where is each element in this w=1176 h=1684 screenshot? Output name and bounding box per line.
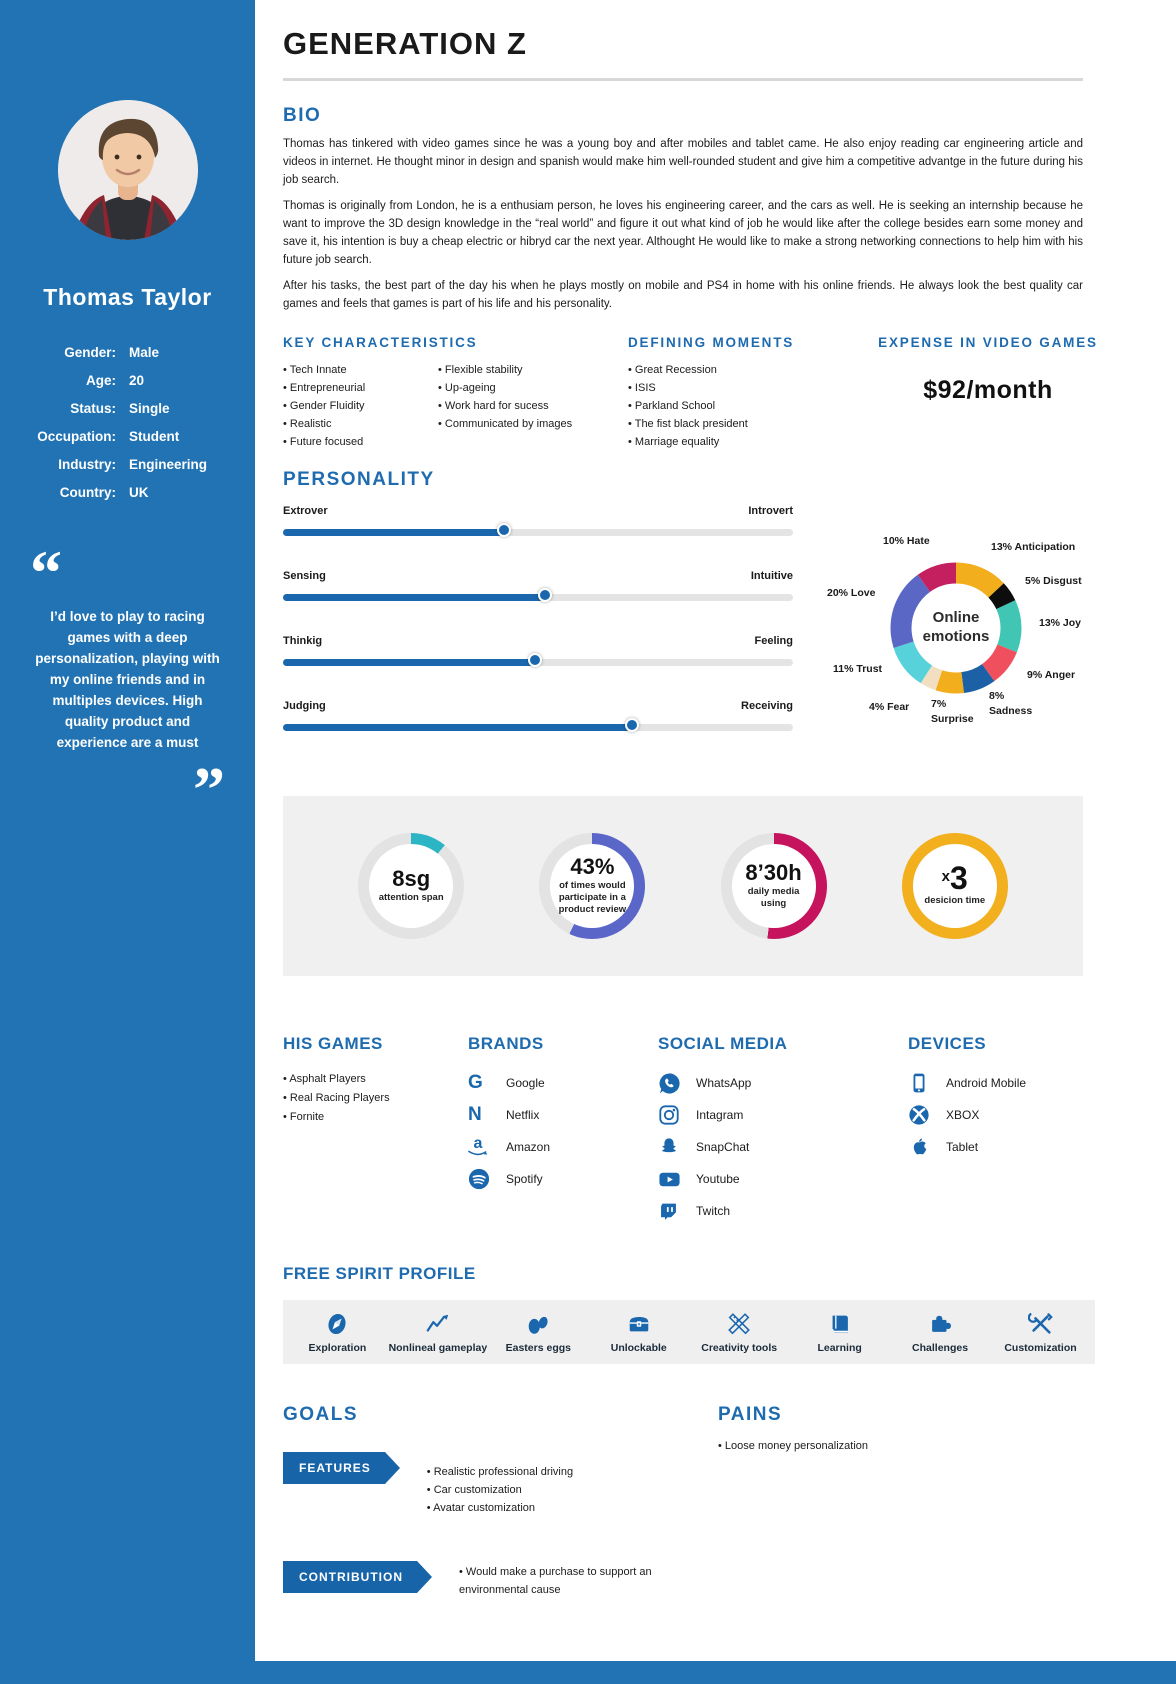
expense-value: $92/month — [923, 376, 1053, 404]
fs-nonlineal-gameplay: Nonlineal gameplay — [392, 1311, 484, 1354]
social-media-column — [658, 1034, 908, 1230]
instagram-icon — [658, 1104, 680, 1126]
fs-easters-eggs: Easters eggs — [492, 1311, 584, 1354]
donut-label-anger: 9% Anger — [1027, 669, 1076, 681]
stat-product-review — [539, 833, 645, 939]
donut-label-love: 20% Love — [827, 587, 876, 599]
defining-moments — [628, 335, 863, 451]
attr-age: Age: 20 — [86, 373, 145, 388]
donut-label-fear: 4% Fear — [869, 701, 910, 713]
snapchat-icon — [658, 1136, 680, 1158]
devices-column — [908, 1034, 1143, 1230]
devices-heading: DEVICES — [908, 1034, 987, 1053]
lists-row — [283, 1034, 1143, 1230]
social-twitch: Twitch — [658, 1198, 908, 1224]
phone-icon — [908, 1072, 930, 1094]
list-item: • Parkland School — [628, 397, 863, 415]
eggs-icon — [525, 1311, 551, 1337]
slider-track[interactable] — [283, 594, 793, 601]
footer-bar — [255, 1661, 1176, 1684]
list-item: • Up-ageing — [438, 379, 572, 397]
donut-label-sadness: 8% Sadness — [989, 690, 1033, 717]
fs-creativity-tools: Creativity tools — [693, 1311, 785, 1354]
puzzle-icon — [927, 1311, 953, 1337]
amazon-icon: a — [468, 1138, 488, 1157]
stat-ring — [539, 833, 645, 939]
donut-label-hate: 10% Hate — [883, 535, 930, 547]
bio-section — [283, 105, 1083, 313]
bio-heading: BIO — [283, 105, 322, 126]
brands-heading: BRANDS — [468, 1034, 544, 1053]
slider-judging-receiving — [283, 700, 793, 731]
free-spirit-band — [283, 1300, 1095, 1364]
online-emotions-chart — [793, 505, 1176, 770]
list-item: • Flexible stability — [438, 361, 572, 379]
stat-ring — [721, 833, 827, 939]
brand-google: G Google — [468, 1072, 545, 1093]
quote-text: I’d love to play to racing games with a deep personalization, playing with my online friends and in multiples devices. High quality product and experience are a must — [35, 609, 220, 750]
device-android-mobile: Android Mobile — [908, 1070, 1143, 1096]
list-item: • Car customization — [427, 1481, 573, 1499]
brand-amazon: a Amazon — [468, 1134, 658, 1160]
fs-exploration: Exploration — [291, 1311, 383, 1354]
stat-label: desicion time — [924, 894, 986, 906]
personality-section — [283, 469, 1176, 770]
title-divider — [283, 78, 1083, 81]
defining-moments-heading: DEFINING MOMENTS — [628, 335, 795, 350]
attr-country: Country: UK — [59, 485, 149, 500]
defining-moments-list — [628, 361, 863, 451]
key-characteristics-heading: KEY CHARACTERISTICS — [283, 335, 478, 350]
list-item: • Avatar customization — [427, 1499, 573, 1517]
device-tablet: Tablet — [908, 1134, 1143, 1160]
device-xbox: XBOX — [908, 1102, 1143, 1128]
his-games-list — [283, 1070, 468, 1127]
list-item: • Tech Innate — [283, 361, 438, 379]
bio-paragraph: Thomas is originally from London, he is a enthusiam person, he loves his engineering career, and the cars as well. He is seeking an internship because he want to improve the 3D design knowledge in the “real world” and figure it out what kind of job he would like after the college besides earn some money and save it, his intention is buy a cheap electric or hibryd car the next year. Althought He would like to make a strong networking connections to help him with his future job search. — [283, 200, 1083, 266]
slider-thinking-feeling — [283, 635, 793, 666]
his-games-heading: HIS GAMES — [283, 1034, 383, 1053]
bio-paragraph: Thomas has tinkered with video games since he was a young boy and after mobiles and tablet came. He also enjoy reading car engineering article and videos in internet. He thought minor in design and spanish would make him well-rounded student and give him a competitive advantge in the future during his job search. — [283, 138, 1083, 186]
list-item: • Entrepreneurial — [283, 379, 438, 397]
donut-label-anticipation: 13% Anticipation — [991, 541, 1076, 553]
slider-fill — [283, 659, 538, 666]
compass-icon — [324, 1311, 350, 1337]
slider-fill — [283, 594, 548, 601]
book-icon — [827, 1311, 853, 1337]
slider-sensing-intuitive — [283, 570, 793, 601]
contribution-tag: CONTRIBUTION — [283, 1561, 417, 1593]
persona-name: Thomas Taylor — [43, 284, 212, 310]
list-item: • Fornite — [283, 1108, 468, 1127]
contribution-list — [459, 1563, 659, 1599]
spotify-icon — [468, 1168, 490, 1190]
tools-icon — [1028, 1311, 1054, 1337]
key-characteristics — [283, 335, 628, 451]
close-quote-icon: ” — [193, 754, 225, 825]
expense-block — [863, 335, 1113, 451]
donut-label-surprise: 7% Surprise — [931, 698, 974, 725]
list-item: • Realistic — [283, 415, 438, 433]
attr-industry: Industry: Engineering — [58, 457, 208, 472]
social-instagram: Intagram — [658, 1102, 908, 1128]
social-snapchat: SnapChat — [658, 1134, 908, 1160]
list-item: • ISIS — [628, 379, 863, 397]
pains-heading: PAINS — [718, 1404, 783, 1425]
list-item: • Future focused — [283, 433, 438, 451]
brand-spotify: Spotify — [468, 1166, 658, 1192]
brand-netflix: N Netflix — [468, 1104, 540, 1125]
stat-value — [941, 859, 968, 896]
stat-value: 43% — [570, 854, 615, 879]
sidebar — [0, 0, 255, 1684]
slider-right-label: Intuitive — [750, 570, 793, 582]
stat-ring — [358, 833, 464, 939]
stat-label: of times would participate in a product review — [558, 880, 627, 915]
fs-challenges: Challenges — [894, 1311, 986, 1354]
features-tag: FEATURES — [283, 1452, 385, 1484]
open-quote-icon: “ — [30, 537, 62, 608]
slider-handle[interactable] — [538, 588, 552, 602]
list-item: • The fist black president — [628, 415, 863, 433]
persona-attributes — [0, 345, 255, 500]
slider-handle[interactable] — [625, 718, 639, 732]
stat-label: attention span — [378, 892, 444, 903]
slider-right-label: Introvert — [748, 505, 793, 517]
fs-unlockable: Unlockable — [593, 1311, 685, 1354]
slider-left-label: Thinkig — [283, 635, 323, 647]
personality-sliders — [283, 505, 793, 770]
list-item: • Work hard for sucess — [438, 397, 572, 415]
list-item: • Marriage equality — [628, 433, 863, 451]
stat-ring — [902, 833, 1008, 939]
list-item: • Realistic professional driving — [427, 1463, 573, 1481]
fs-customization: Customization — [995, 1311, 1087, 1354]
youtube-icon — [658, 1168, 681, 1191]
slider-handle[interactable] — [497, 523, 511, 537]
pains-section — [718, 1404, 1113, 1599]
donut-label-joy: 13% Joy — [1039, 617, 1082, 629]
social-youtube: Youtube — [658, 1166, 908, 1192]
pains-list — [718, 1437, 1113, 1455]
attr-status: Status: Single — [70, 401, 170, 416]
stat-decision-time — [902, 833, 1008, 939]
expense-heading: EXPENSE IN VIDEO GAMES — [878, 335, 1098, 350]
google-icon: G — [468, 1072, 483, 1093]
stat-attention-span — [358, 833, 464, 939]
donut-label-trust: 11% Trust — [833, 663, 883, 675]
his-games-column — [283, 1034, 468, 1230]
social-whatsapp: WhatsApp — [658, 1070, 908, 1096]
netflix-icon: N — [468, 1104, 482, 1125]
slider-fill — [283, 529, 507, 536]
slider-right-label: Receiving — [741, 700, 793, 712]
apple-icon — [908, 1136, 930, 1158]
donut-label-disgust: 5% Disgust — [1025, 575, 1082, 587]
whatsapp-icon — [658, 1072, 681, 1095]
slider-left-label: Extrover — [283, 505, 328, 517]
characteristics-row — [283, 335, 1113, 451]
stat-value-prefix: x — [941, 867, 951, 885]
stat-value-number: 3 — [950, 859, 968, 896]
social-media-heading: SOCIAL MEDIA — [658, 1034, 788, 1053]
key-characteristics-col2 — [438, 361, 572, 451]
list-item: • Gender Fluidity — [283, 397, 438, 415]
stat-value: 8’30h — [745, 860, 802, 885]
list-item: • Real Racing Players — [283, 1089, 468, 1108]
free-spirit-heading: FREE SPIRIT PROFILE — [283, 1264, 476, 1283]
slider-fill — [283, 724, 635, 731]
list-item: • Would make a purchase to support an environmental cause — [459, 1563, 659, 1599]
persona-quote — [0, 537, 255, 825]
list-item: • Asphalt Players — [283, 1070, 468, 1089]
slider-handle[interactable] — [528, 653, 542, 667]
pencil-ruler-icon — [726, 1311, 752, 1337]
attr-gender: Gender: Male — [64, 345, 160, 360]
goals-heading: GOALS — [283, 1404, 359, 1425]
personality-heading: PERSONALITY — [283, 469, 435, 490]
stat-value: 8sg — [392, 866, 431, 891]
xbox-icon — [908, 1104, 930, 1126]
goals-section — [283, 1404, 718, 1599]
slider-extrovert-introvert — [283, 505, 793, 536]
slider-track[interactable] — [283, 529, 793, 536]
free-spirit-section — [283, 1264, 1176, 1364]
slider-right-label: Feeling — [754, 635, 793, 647]
slider-left-label: Sensing — [283, 570, 326, 582]
features-list — [427, 1463, 573, 1517]
stat-daily-media — [721, 833, 827, 939]
slider-left-label: Judging — [283, 700, 326, 712]
bio-paragraph: After his tasks, the best part of the day his when he plays mostly on mobile and PS4 in home with his online friends. He always look the best quality car games and feels that games is part of his life and his personality. — [283, 280, 1083, 310]
brands-column — [468, 1034, 658, 1230]
twitch-icon — [658, 1201, 679, 1222]
main-content — [255, 0, 1176, 1599]
list-item: • Communicated by images — [438, 415, 572, 433]
stat-label: daily media using — [747, 886, 800, 909]
slider-track[interactable] — [283, 724, 793, 731]
fs-learning: Learning — [794, 1311, 886, 1354]
slider-track[interactable] — [283, 659, 793, 666]
avatar-photo-icon — [58, 100, 198, 240]
goals-pains-row — [283, 1404, 1113, 1599]
stats-band — [283, 796, 1083, 976]
avatar — [58, 100, 198, 240]
key-characteristics-col1 — [283, 361, 438, 451]
chest-icon — [626, 1311, 652, 1337]
page-title: GENERATION Z — [283, 26, 527, 61]
attr-occupation: Occupation: Student — [37, 429, 180, 444]
line-chart-icon — [425, 1311, 451, 1337]
list-item: • Great Recession — [628, 361, 863, 379]
list-item: • Loose money personalization — [718, 1437, 1113, 1455]
donut-center-label: Online emotions — [922, 609, 990, 645]
